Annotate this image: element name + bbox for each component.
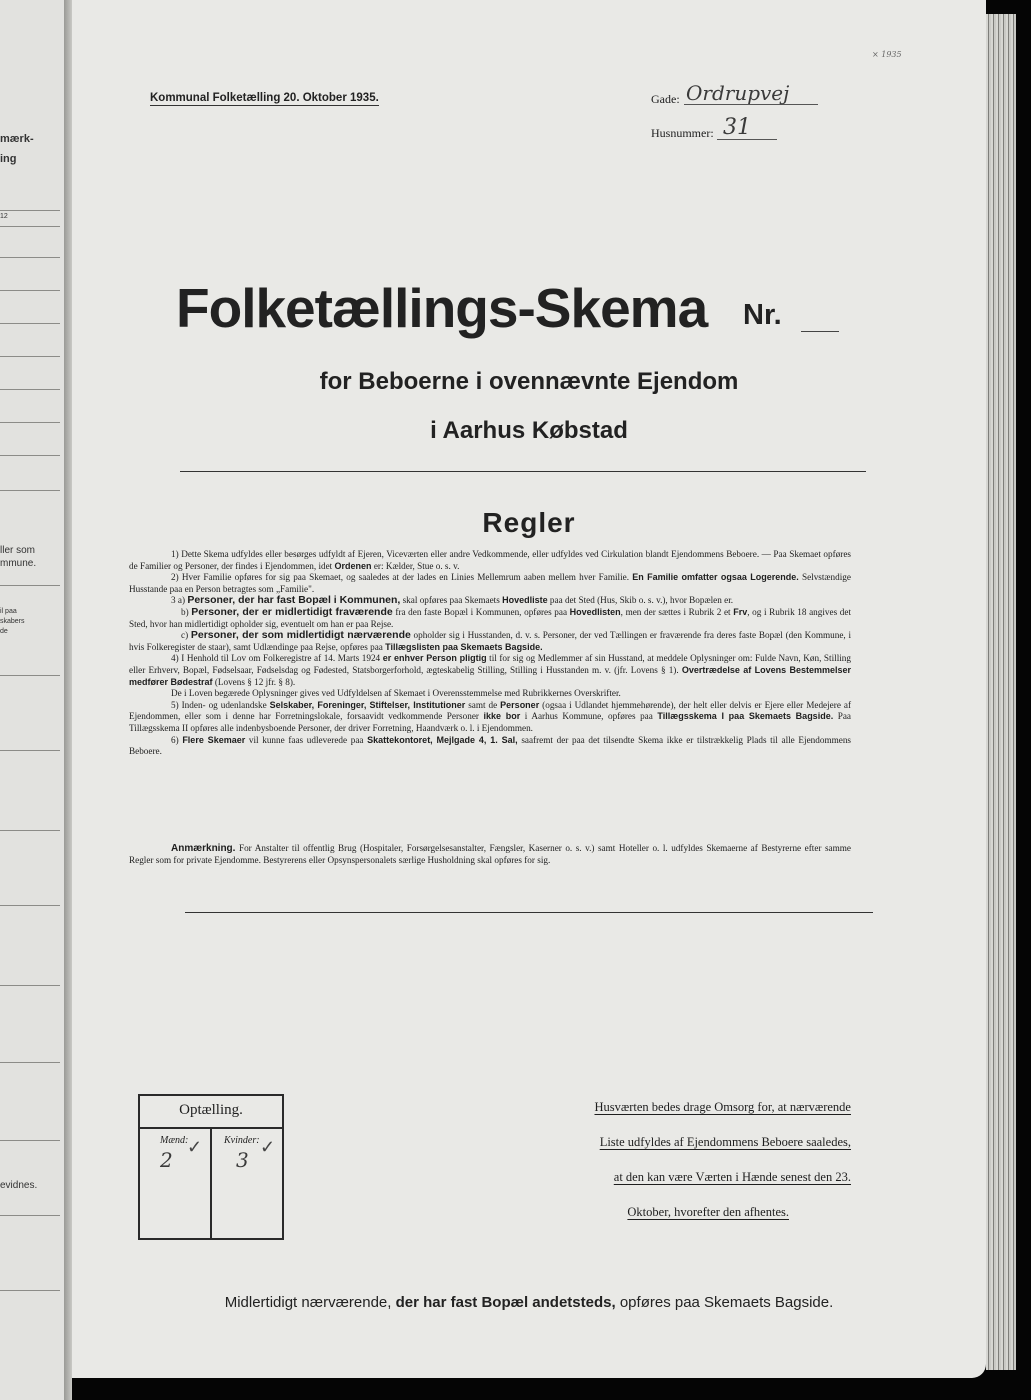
left-page-rule: [0, 1290, 60, 1291]
left-page-fragment: il paa: [0, 608, 17, 615]
rules-divider: [185, 912, 873, 913]
left-page-rule: [0, 290, 60, 291]
left-page-fragment: ller som: [0, 545, 36, 556]
rule-5: 5) Inden- og udenlandske Selskaber, Foreninger, Stiftelser, Institutioner samt de Personer (ogsaa i Udlandet hjemmehørende), der helt eller delvis er Ejere eller Medejere af Ejendommen, eller som i denne har Forretningslokale, forsaavidt vedkommende Personer ikke bor i Aarhus Kommune, opføres paa Tillægsskema I paa Skemaets Bagside. Paa Tillægsskema II opføres alle indenbysboende Personer, der driver Forretning, Haandværk o. l. i Ejendommen.: [129, 699, 852, 733]
notice-line: Husværten bedes drage Omsorg for, at nærværende: [594, 1100, 851, 1114]
left-page-rule: [0, 905, 60, 906]
form-number-label: Nr.: [743, 299, 782, 331]
book-gutter: [64, 0, 72, 1400]
rule-2: 2) Hver Familie opføres for sig paa Skemaet, og saaledes at der lades en Linies Mellemrum aaben mellem hver Familie. En Familie omfatter ogsaa Logerende. Selvstændige Husstande paa en Person betragtes som „Familie".: [129, 572, 851, 594]
rules-heading: Regler: [482, 507, 576, 538]
rule-1: 1) Dette Skema udfyldes eller besørges udfyldt af Ejeren, Viceværten eller andre Vedkommende, eller udfyldes ved Cirkulation blandt Ejendommens Beboere. — Paa Skemaet opføres de Familier og Personer, der findes i Ejendommen, idet Ordenen er: Kælder, Stue o. s. v.: [129, 549, 851, 571]
left-page-fragment: de: [0, 628, 8, 635]
left-page-rule: [0, 323, 60, 324]
remark-label: Anmærkning.: [171, 843, 236, 854]
street-label: Gade:: [651, 92, 680, 106]
street-value: Ordrupvej: [686, 81, 790, 105]
check-mark-icon: ✓: [260, 1137, 276, 1157]
rules-text: [129, 549, 851, 758]
count-box-title: Optælling.: [179, 1102, 243, 1118]
women-count: 3: [236, 1148, 249, 1172]
left-page-rule: [0, 675, 60, 676]
left-page-rule: [0, 455, 60, 456]
rule-3b: b) Personer, der er midlertidigt fraværende fra den faste Bopæl i Kommunen, opføres paa Hovedlisten, men der sættes i Rubrik 2 et Frv, og i Rubrik 18 angives det Sted, hvor han midlertidigt opholder sig, eventuelt om han er paa Rejse.: [129, 605, 852, 629]
men-label: Mænd:: [160, 1135, 189, 1146]
left-page-fragment: 12: [0, 213, 8, 220]
left-facing-page: [0, 0, 66, 1400]
form-subtitle-city: i Aarhus Købstad: [430, 417, 628, 444]
men-count: 2: [160, 1148, 173, 1172]
count-box: [138, 1094, 284, 1240]
left-page-rule: [0, 830, 60, 831]
left-page-rule: [0, 210, 60, 211]
check-mark-icon: ✓: [187, 1137, 203, 1157]
left-page-rule: [0, 1140, 60, 1141]
remark-paragraph: Anmærkning. For Anstalter til offentlig Brug (Hospitaler, Forsørgelsesanstalter, Fængsler, Kaserner o. s. v.) samt Hoteller o. l. udfyldes Skemaerne af Bestyrerne efter samme Regler som for private Ejendomme. Bestyrerens eller Opsynspersonalets særlige Husholdning skal opføres for sig.: [129, 843, 851, 865]
left-page-rule: [0, 257, 60, 258]
notice-line: Oktober, hvorefter den afhentes.: [627, 1205, 789, 1219]
notice-line: at den kan være Værten i Hænde senest den 23.: [613, 1170, 851, 1184]
rule-3a: 3 a) Personer, der har fast Bopæl i Kommunen, skal opføres paa Skemaets Hovedliste paa det Sted (Hus, Skib o. s. v.), hvor Bopælen er.: [171, 594, 734, 607]
footer-note: Midlertidigt nærværende, der har fast Bopæl andetsteds, opføres paa Skemaets Bagside.: [224, 1294, 834, 1311]
rule-4: 4) I Henhold til Lov om Folkeregistre af 14. Marts 1924 er enhver Person pligtig til for sig og Medlemmer af sin Husstand, at meddele Oplysninger om: Fulde Navn, Køn, Stilling eller Erhverv, Bopæl, Fødselsaar, Fødselsdag og Fødested, Statsborgerforhold, ægteskabelig Stilling, Stilling i Husstanden m. v. (jfr. Lovens § 1). Overtrædelse af Lovens Bestemmelser medfører Bødestraf (Lovens § 12 jfr. § 8).: [129, 653, 851, 687]
left-page-fragment: evidnes.: [0, 1180, 38, 1191]
house-number-value: 31: [723, 115, 751, 140]
left-page-rule: [0, 985, 60, 986]
form-title: Folketællings-Skema: [176, 277, 708, 339]
left-page-rule: [0, 422, 60, 423]
left-page-fragment: mmune.: [0, 558, 37, 569]
rule-6: 6) Flere Skemaer vil kunne faas udleverede paa Skattekontoret, Mejlgade 4, 1. Sal, saafremt der paa det tilsendte Skema ikke er tilstrækkelig Plads til alle Ejendommens Beboere.: [129, 734, 851, 757]
rule-4-addendum: De i Loven begærede Oplysninger gives ved Udfyldelsen af Skemaet i Overensstemmelse med Rubrikkernes Overskrifter.: [171, 688, 621, 699]
title-divider: [180, 471, 866, 472]
count-box-column-rule: [210, 1127, 212, 1238]
left-page-rule: [0, 750, 60, 751]
left-page-rule: [0, 585, 60, 586]
left-page-rule: [0, 1062, 60, 1063]
left-page-fragment: mærk-: [0, 133, 34, 145]
corner-mark: × 1935: [872, 50, 902, 59]
form-subtitle: for Beboerne i ovennævnte Ejendom: [319, 368, 739, 395]
left-page-rule: [0, 389, 60, 390]
page-edges: [986, 14, 1016, 1370]
notice-line: Liste udfyldes af Ejendommens Beboere saaledes,: [599, 1135, 851, 1149]
left-page-rule: [0, 490, 60, 491]
left-page-fragment: ing: [0, 153, 17, 165]
left-page-rule: [0, 356, 60, 357]
left-page-rule: [0, 1215, 60, 1216]
left-page-rule: [0, 226, 60, 227]
left-page-fragment: skabers: [0, 618, 25, 625]
landlord-notice: [470, 1094, 851, 1234]
rule-3c: c) Personer, der som midlertidigt nærværende opholder sig i Husstanden, d. v. s. Personer, der ved Tællingen er fraværende fra deres faste Bopæl (den Kommune, i hvis Folkeregister de staar), samt Udlændinge paa Rejse, opføres paa Tillægslisten paa Skemaets Bagside.: [129, 629, 851, 652]
women-label: Kvinder:: [224, 1135, 260, 1146]
form-number-line: [801, 331, 839, 332]
census-line: Kommunal Folketælling 20. Oktober 1935.: [150, 92, 379, 104]
house-number-label: Husnummer:: [651, 126, 714, 140]
